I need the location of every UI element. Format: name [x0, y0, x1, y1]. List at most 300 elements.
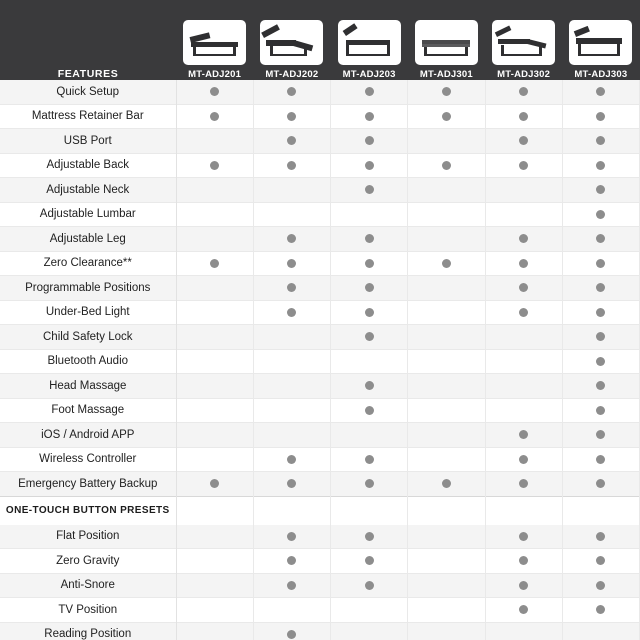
table-row [0, 202, 640, 227]
feature-cell [485, 227, 562, 252]
product-name-1: MT-ADJ202 [265, 69, 319, 80]
product-name-2: MT-ADJ203 [342, 69, 396, 80]
feature-cell [408, 202, 485, 227]
feature-empty [442, 532, 451, 541]
feature-cell [253, 104, 330, 129]
table-row [0, 227, 640, 252]
feature-cell [331, 178, 408, 203]
feature-cell [485, 349, 562, 374]
feature-cell [562, 622, 639, 640]
feature-cell [562, 129, 639, 154]
feature-dot-icon [210, 479, 219, 488]
feature-dot-icon [519, 308, 528, 317]
feature-cell [408, 129, 485, 154]
feature-cell [331, 549, 408, 574]
feature-cell [331, 349, 408, 374]
feature-empty [442, 406, 451, 415]
feature-dot-icon [519, 234, 528, 243]
feature-dot-icon [365, 161, 374, 170]
feature-cell [331, 525, 408, 549]
feature-empty [210, 283, 219, 292]
feature-empty [210, 185, 219, 194]
feature-cell [176, 227, 253, 252]
feature-cell [485, 525, 562, 549]
feature-cell [485, 325, 562, 350]
feature-dot-icon [519, 581, 528, 590]
feature-cell [562, 202, 639, 227]
table-row [0, 80, 640, 104]
feature-dot-icon [365, 406, 374, 415]
feature-dot-icon [596, 455, 605, 464]
feature-label: Adjustable Leg [0, 227, 176, 252]
feature-label: Anti-Snore [0, 573, 176, 598]
feature-dot-icon [596, 605, 605, 614]
feature-cell [253, 178, 330, 203]
feature-cell [176, 178, 253, 203]
feature-cell [331, 622, 408, 640]
feature-cell [408, 549, 485, 574]
feature-dot-icon [210, 87, 219, 96]
feature-cell [331, 153, 408, 178]
table-row [0, 325, 640, 350]
feature-cell [176, 104, 253, 129]
feature-cell [331, 300, 408, 325]
feature-empty [210, 406, 219, 415]
feature-cell [562, 447, 639, 472]
adjustable-bed-icon [569, 20, 632, 65]
feature-dot-icon [519, 136, 528, 145]
feature-cell [562, 300, 639, 325]
product-name-0: MT-ADJ201 [188, 69, 242, 80]
feature-empty [442, 234, 451, 243]
feature-dot-icon [596, 430, 605, 439]
adjustable-bed-icon [183, 20, 246, 65]
feature-dot-icon [365, 283, 374, 292]
feature-cell [408, 374, 485, 399]
product-name-4: MT-ADJ302 [497, 69, 551, 80]
feature-empty [442, 283, 451, 292]
feature-cell [176, 153, 253, 178]
feature-cell [176, 573, 253, 598]
feature-dot-icon [519, 161, 528, 170]
feature-cell [562, 227, 639, 252]
table-row [0, 573, 640, 598]
table-row [0, 349, 640, 374]
feature-cell [485, 447, 562, 472]
feature-cell [253, 153, 330, 178]
feature-dot-icon [287, 630, 296, 639]
feature-dot-icon [365, 87, 374, 96]
feature-dot-icon [287, 556, 296, 565]
feature-empty [596, 630, 605, 639]
feature-cell [253, 129, 330, 154]
feature-cell [485, 423, 562, 448]
feature-cell [562, 423, 639, 448]
feature-empty [365, 605, 374, 614]
feature-empty [287, 357, 296, 366]
feature-cell [562, 549, 639, 574]
feature-cell [176, 398, 253, 423]
feature-empty [365, 210, 374, 219]
feature-cell [253, 300, 330, 325]
feature-dot-icon [519, 112, 528, 121]
feature-dot-icon [519, 455, 528, 464]
feature-empty [519, 332, 528, 341]
feature-dot-icon [519, 259, 528, 268]
feature-dot-icon [442, 87, 451, 96]
feature-cell [408, 104, 485, 129]
feature-label: Zero Gravity [0, 549, 176, 574]
feature-dot-icon [210, 112, 219, 121]
table-row [0, 251, 640, 276]
feature-empty [287, 210, 296, 219]
feature-cell [253, 472, 330, 497]
feature-cell [253, 398, 330, 423]
feature-dot-icon [596, 381, 605, 390]
feature-label: Emergency Battery Backup [0, 472, 176, 497]
feature-empty [210, 136, 219, 145]
feature-cell [485, 129, 562, 154]
feature-empty [210, 308, 219, 317]
feature-dot-icon [596, 532, 605, 541]
feature-cell [176, 276, 253, 301]
feature-cell [408, 325, 485, 350]
feature-cell [331, 251, 408, 276]
feature-cell [485, 80, 562, 104]
feature-cell [253, 622, 330, 640]
feature-cell [485, 202, 562, 227]
feature-empty [442, 556, 451, 565]
feature-dot-icon [442, 479, 451, 488]
feature-label: Flat Position [0, 525, 176, 549]
feature-cell [253, 202, 330, 227]
feature-empty [442, 581, 451, 590]
feature-dot-icon [596, 556, 605, 565]
feature-dot-icon [365, 479, 374, 488]
feature-cell [408, 80, 485, 104]
section-blank-cell [408, 496, 485, 525]
feature-cell [485, 153, 562, 178]
feature-cell [408, 227, 485, 252]
feature-cell [331, 573, 408, 598]
feature-dot-icon [287, 308, 296, 317]
feature-empty [210, 455, 219, 464]
table-row [0, 423, 640, 448]
feature-cell [176, 300, 253, 325]
feature-dot-icon [210, 259, 219, 268]
feature-cell [253, 251, 330, 276]
feature-label: Adjustable Lumbar [0, 202, 176, 227]
feature-label: Bluetooth Audio [0, 349, 176, 374]
feature-cell [408, 178, 485, 203]
feature-empty [519, 210, 528, 219]
feature-dot-icon [519, 479, 528, 488]
feature-empty [365, 430, 374, 439]
feature-cell [176, 525, 253, 549]
feature-cell [408, 472, 485, 497]
table-row [0, 598, 640, 623]
feature-cell [176, 447, 253, 472]
product-name-5: MT-ADJ303 [574, 69, 628, 80]
feature-dot-icon [596, 357, 605, 366]
feature-cell [331, 202, 408, 227]
feature-cell [176, 423, 253, 448]
feature-cell [176, 349, 253, 374]
product-header-2 [331, 0, 408, 80]
feature-dot-icon [365, 332, 374, 341]
feature-cell [562, 104, 639, 129]
feature-empty [287, 381, 296, 390]
feature-cell [176, 202, 253, 227]
feature-empty [442, 430, 451, 439]
feature-empty [365, 630, 374, 639]
section-header-row [0, 496, 640, 525]
feature-dot-icon [596, 479, 605, 488]
feature-dot-icon [596, 210, 605, 219]
feature-label: Head Massage [0, 374, 176, 399]
feature-cell [408, 251, 485, 276]
feature-label: Child Safety Lock [0, 325, 176, 350]
feature-dot-icon [596, 283, 605, 292]
product-header-0 [176, 0, 253, 80]
feature-dot-icon [596, 234, 605, 243]
feature-cell [176, 325, 253, 350]
feature-dot-icon [519, 87, 528, 96]
feature-dot-icon [596, 259, 605, 268]
feature-label: Adjustable Back [0, 153, 176, 178]
feature-dot-icon [287, 283, 296, 292]
feature-cell [253, 549, 330, 574]
feature-empty [519, 357, 528, 366]
feature-cell [331, 325, 408, 350]
feature-cell [176, 549, 253, 574]
feature-cell [408, 525, 485, 549]
feature-empty [365, 357, 374, 366]
feature-dot-icon [287, 479, 296, 488]
section-title: ONE-TOUCH BUTTON PRESETS [0, 496, 176, 525]
feature-cell [253, 525, 330, 549]
feature-cell [562, 153, 639, 178]
feature-cell [331, 276, 408, 301]
table-body [0, 80, 640, 640]
product-name-3: MT-ADJ301 [419, 69, 473, 80]
feature-dot-icon [596, 87, 605, 96]
feature-label: Adjustable Neck [0, 178, 176, 203]
feature-dot-icon [442, 161, 451, 170]
table-row [0, 374, 640, 399]
feature-cell [485, 622, 562, 640]
section-blank-cell [485, 496, 562, 525]
adjustable-bed-icon [492, 20, 555, 65]
feature-dot-icon [365, 455, 374, 464]
table-row [0, 153, 640, 178]
table-row [0, 472, 640, 497]
feature-empty [442, 357, 451, 366]
feature-cell [408, 598, 485, 623]
feature-cell [253, 374, 330, 399]
table-row [0, 104, 640, 129]
feature-empty [210, 381, 219, 390]
feature-dot-icon [596, 332, 605, 341]
feature-cell [562, 349, 639, 374]
feature-dot-icon [287, 259, 296, 268]
feature-dot-icon [365, 581, 374, 590]
table-row [0, 447, 640, 472]
feature-cell [176, 598, 253, 623]
feature-dot-icon [596, 112, 605, 121]
feature-cell [408, 573, 485, 598]
feature-cell [331, 227, 408, 252]
feature-cell [253, 447, 330, 472]
feature-label: Reading Position [0, 622, 176, 640]
feature-cell [562, 525, 639, 549]
feature-cell [562, 251, 639, 276]
feature-cell [253, 349, 330, 374]
feature-dot-icon [442, 112, 451, 121]
feature-cell [253, 573, 330, 598]
feature-dot-icon [287, 455, 296, 464]
feature-empty [519, 630, 528, 639]
feature-dot-icon [365, 381, 374, 390]
feature-label: Wireless Controller [0, 447, 176, 472]
feature-cell [331, 374, 408, 399]
feature-cell [176, 251, 253, 276]
feature-empty [442, 605, 451, 614]
feature-cell [253, 325, 330, 350]
feature-cell [485, 573, 562, 598]
feature-dot-icon [287, 87, 296, 96]
feature-dot-icon [596, 185, 605, 194]
section-blank-cell [331, 496, 408, 525]
feature-label: Under-Bed Light [0, 300, 176, 325]
feature-dot-icon [210, 161, 219, 170]
feature-empty [442, 308, 451, 317]
feature-dot-icon [287, 234, 296, 243]
feature-cell [562, 472, 639, 497]
feature-cell [331, 598, 408, 623]
feature-dot-icon [365, 234, 374, 243]
feature-cell [253, 598, 330, 623]
feature-cell [408, 276, 485, 301]
feature-empty [287, 332, 296, 341]
table-header [0, 0, 640, 80]
adjustable-bed-icon [260, 20, 323, 65]
feature-empty [210, 532, 219, 541]
feature-cell [331, 104, 408, 129]
feature-empty [210, 630, 219, 639]
feature-label: Programmable Positions [0, 276, 176, 301]
feature-cell [408, 447, 485, 472]
feature-empty [287, 430, 296, 439]
feature-cell [485, 398, 562, 423]
table-row [0, 622, 640, 640]
feature-label: TV Position [0, 598, 176, 623]
feature-empty [442, 185, 451, 194]
feature-cell [176, 622, 253, 640]
feature-dot-icon [519, 532, 528, 541]
feature-dot-icon [365, 308, 374, 317]
feature-cell [253, 423, 330, 448]
feature-dot-icon [519, 556, 528, 565]
feature-label: Foot Massage [0, 398, 176, 423]
feature-cell [485, 549, 562, 574]
feature-empty [210, 605, 219, 614]
feature-cell [176, 472, 253, 497]
feature-cell [408, 153, 485, 178]
product-header-3 [408, 0, 485, 80]
header-row [0, 0, 640, 80]
feature-dot-icon [596, 161, 605, 170]
feature-cell [331, 398, 408, 423]
feature-empty [287, 406, 296, 415]
section-blank-cell [253, 496, 330, 525]
feature-dot-icon [287, 161, 296, 170]
table-row [0, 549, 640, 574]
feature-dot-icon [287, 532, 296, 541]
feature-cell [562, 325, 639, 350]
feature-cell [408, 423, 485, 448]
feature-cell [408, 349, 485, 374]
feature-cell [485, 300, 562, 325]
feature-empty [210, 357, 219, 366]
feature-dot-icon [365, 112, 374, 121]
section-blank-cell [562, 496, 639, 525]
feature-cell [562, 178, 639, 203]
feature-cell [331, 423, 408, 448]
feature-empty [519, 185, 528, 194]
product-header-4 [485, 0, 562, 80]
feature-label: USB Port [0, 129, 176, 154]
feature-cell [253, 80, 330, 104]
feature-dot-icon [519, 605, 528, 614]
feature-dot-icon [596, 136, 605, 145]
feature-cell [176, 80, 253, 104]
feature-cell [562, 598, 639, 623]
feature-empty [210, 430, 219, 439]
feature-cell [485, 276, 562, 301]
feature-empty [210, 234, 219, 243]
feature-cell [253, 227, 330, 252]
table-row [0, 398, 640, 423]
feature-cell [485, 472, 562, 497]
feature-dot-icon [519, 430, 528, 439]
feature-label: Mattress Retainer Bar [0, 104, 176, 129]
feature-empty [442, 630, 451, 639]
feature-cell [331, 447, 408, 472]
feature-empty [287, 185, 296, 194]
feature-empty [210, 556, 219, 565]
feature-label: iOS / Android APP [0, 423, 176, 448]
feature-cell [408, 398, 485, 423]
table-row [0, 178, 640, 203]
feature-dot-icon [287, 581, 296, 590]
feature-label: Quick Setup [0, 80, 176, 104]
features-header-label: FEATURES [0, 0, 176, 80]
feature-dot-icon [365, 532, 374, 541]
table-row [0, 525, 640, 549]
feature-cell [562, 398, 639, 423]
table-row [0, 129, 640, 154]
feature-empty [519, 381, 528, 390]
feature-dot-icon [287, 112, 296, 121]
feature-empty [442, 136, 451, 145]
feature-empty [442, 332, 451, 341]
feature-dot-icon [519, 283, 528, 292]
table-row [0, 276, 640, 301]
feature-empty [210, 581, 219, 590]
feature-cell [485, 251, 562, 276]
feature-cell [331, 80, 408, 104]
